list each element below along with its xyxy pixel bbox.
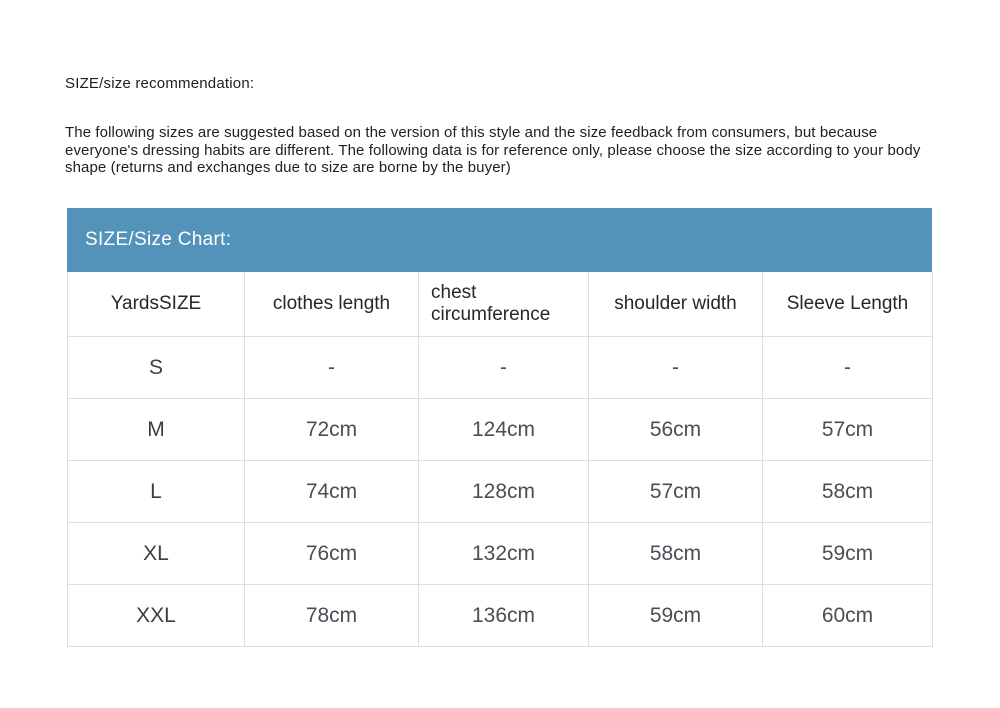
size-cell: XL [68,523,245,585]
value-cell: 60cm [763,585,933,647]
column-header-chest-circumference: chest circumference [419,272,589,337]
size-cell: XXL [68,585,245,647]
value-cell: - [763,337,933,399]
column-header-sleeve-length: Sleeve Length [763,272,933,337]
value-cell: 136cm [419,585,589,647]
value-cell: 58cm [763,461,933,523]
value-cell: 132cm [419,523,589,585]
column-header-size: YardsSIZE [68,272,245,337]
value-cell: 78cm [245,585,419,647]
size-chart-title-bar [67,208,932,272]
column-header-clothes-length: clothes length [245,272,419,337]
value-cell: 128cm [419,461,589,523]
value-cell: - [419,337,589,399]
value-cell: 74cm [245,461,419,523]
value-cell: 59cm [763,523,933,585]
column-header-shoulder-width: shoulder width [589,272,763,337]
size-recommendation-text: The following sizes are suggested based on the version of this style and the size feedback from consumers, but because everyone's dressing habits are different. The following data is for reference only, please choose the size according to your body shape (returns and exchanges due to size are borne by the buyer) [65,124,921,176]
value-cell: 76cm [245,523,419,585]
table-row-xl [68,523,933,585]
size-cell: L [68,461,245,523]
value-cell: - [589,337,763,399]
table-header-row [68,272,933,337]
value-cell: 72cm [245,399,419,461]
page-title: SIZE/size recommendation: [65,75,255,92]
value-cell: - [245,337,419,399]
value-cell: 59cm [589,585,763,647]
value-cell: 57cm [763,399,933,461]
size-table [67,272,933,647]
table-row-s [68,337,933,399]
size-chart-title: SIZE/Size Chart: [85,229,232,250]
value-cell: 124cm [419,399,589,461]
table-row-xxl [68,585,933,647]
size-cell: M [68,399,245,461]
table-row-l [68,461,933,523]
size-cell: S [68,337,245,399]
table-row-m [68,399,933,461]
value-cell: 57cm [589,461,763,523]
value-cell: 58cm [589,523,763,585]
value-cell: 56cm [589,399,763,461]
